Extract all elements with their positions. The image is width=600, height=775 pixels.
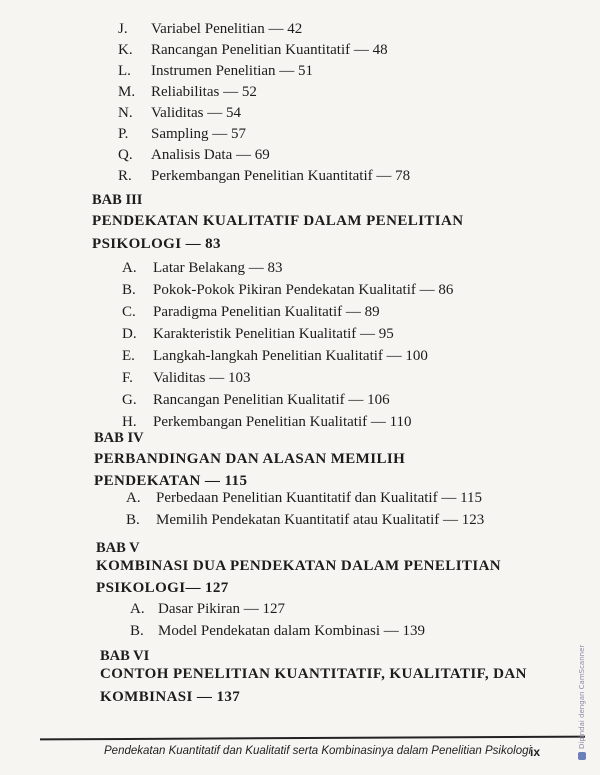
document-page: J. Variabel Penelitian — 42 K. Rancangan Penelitian Kuantitatif — 48 L. Instrumen Penelitian — 51 M. Reliabilitas — 52 N. Validitas — 54 P. Sampling — 57 Q. Analisis Data — 69 R. Perkembangan Penelitian Kuantitatif — 78 BAB III PENDEKATAN KUALITATIF DALAM PENELITIAN PSIKOLOGI — 83 A. Latar Belakang — 83 B. Pokok-Pokok Pikiran Pendekatan Kualitatif — 86 C. Paradigma Penelitian Kualitatif — 89 D. Karakteristik Penelitian Kualitatif — 95 E. Langkah-langkah Penelitian Kualitatif — 100 F. Validitas — 103 G. Rancangan Penelitian Kualitatif — 106 H. Perkembangan Penelitian Kualitatif — 110 BAB IV PERBANDINGAN DAN ALASAN MEMILIH PENDEKATAN — 115 A. Perbedaan Penelitian Kuantitatif dan Kualitatif — 115 B. Memilih Pendekatan Kuantitatif atau Kualitatif — 123 BAB V KOMBINASI DUA PENDEKATAN DALAM PENELITIAN PSIKOLOGI— 127 A. Dasar Pikiran — 127 B. Model Pendekatan dalam Kombinasi — 139 BAB VI CONTOH PENELITIAN KUANTITATIF, KUALITATIF, DAN KOMBINASI — 137 Pendekatan Kuantitatif dan Kualitatif serta Kombinasinya dalam Penelitian Psikologi ix Dipindai dengan CamScanner: [0, 0, 600, 775]
chapter-title: KOMBINASI — 137: [100, 689, 241, 705]
toc-item-text: Instrumen Penelitian — 51: [151, 63, 314, 79]
chapter-title: PENDEKATAN — 115: [94, 473, 248, 489]
toc-item-text: Paradigma Penelitian Kualitatif — 89: [153, 304, 380, 320]
toc-item-text: Variabel Penelitian — 42: [151, 21, 303, 37]
toc-item-text: Model Pendekatan dalam Kombinasi — 139: [158, 623, 426, 639]
camscanner-logo-icon: [578, 752, 586, 760]
page-number: ix: [530, 745, 541, 759]
toc-item-text: Latar Belakang — 83: [153, 260, 283, 276]
chapter-title: KOMBINASI DUA PENDEKATAN DALAM PENELITIAN: [96, 558, 502, 574]
toc-item-text: Validitas — 54: [151, 105, 241, 121]
toc-item-text: Memilih Pendekatan Kuantitatif atau Kualitatif — 123: [156, 512, 485, 528]
toc-item-text: Rancangan Penelitian Kualitatif — 106: [153, 392, 390, 408]
toc-item-text: Pokok-Pokok Pikiran Pendekatan Kualitatif — 86: [153, 282, 454, 298]
toc-item-text: Validitas — 103: [153, 370, 251, 386]
running-title: Pendekatan Kuantitatif dan Kualitatif serta Kombinasinya dalam Penelitian Psikologi: [104, 745, 532, 757]
chapter-title: PSIKOLOGI — 83: [92, 236, 221, 252]
toc-item-text: Karakteristik Penelitian Kualitatif — 95: [153, 326, 394, 342]
chapter-label: BAB IV: [94, 430, 144, 446]
toc-item-text: Dasar Pikiran — 127: [158, 601, 286, 617]
chapter-title: CONTOH PENELITIAN KUANTITATIF, KUALITATIF, DAN: [100, 666, 527, 682]
chapter-title: PERBANDINGAN DAN ALASAN MEMILIH: [94, 451, 406, 467]
toc-item-text: Langkah-langkah Penelitian Kualitatif — 100: [153, 348, 428, 364]
toc-item-text: Rancangan Penelitian Kuantitatif — 48: [151, 42, 388, 58]
chapter-label: BAB VI: [100, 648, 150, 664]
toc-item-text: Perkembangan Penelitian Kuantitatif — 78: [151, 168, 411, 184]
toc-item-text: Reliabilitas — 52: [151, 84, 257, 100]
toc-item-text: Sampling — 57: [151, 126, 247, 142]
chapter-label: BAB III: [92, 192, 143, 208]
scanner-watermark: Dipindai dengan CamScanner: [578, 645, 586, 760]
chapter-title: PENDEKATAN KUALITATIF DALAM PENELITIAN: [92, 213, 464, 229]
toc-item-text: Perbedaan Penelitian Kuantitatif dan Kualitatif — 115: [156, 490, 483, 506]
toc-item-text: Analisis Data — 69: [151, 147, 270, 163]
chapter-title: PSIKOLOGI— 127: [96, 580, 229, 596]
chapter-label: BAB V: [96, 540, 140, 556]
toc-item-text: Perkembangan Penelitian Kualitatif — 110: [153, 414, 412, 430]
footer-rule: [40, 736, 585, 741]
